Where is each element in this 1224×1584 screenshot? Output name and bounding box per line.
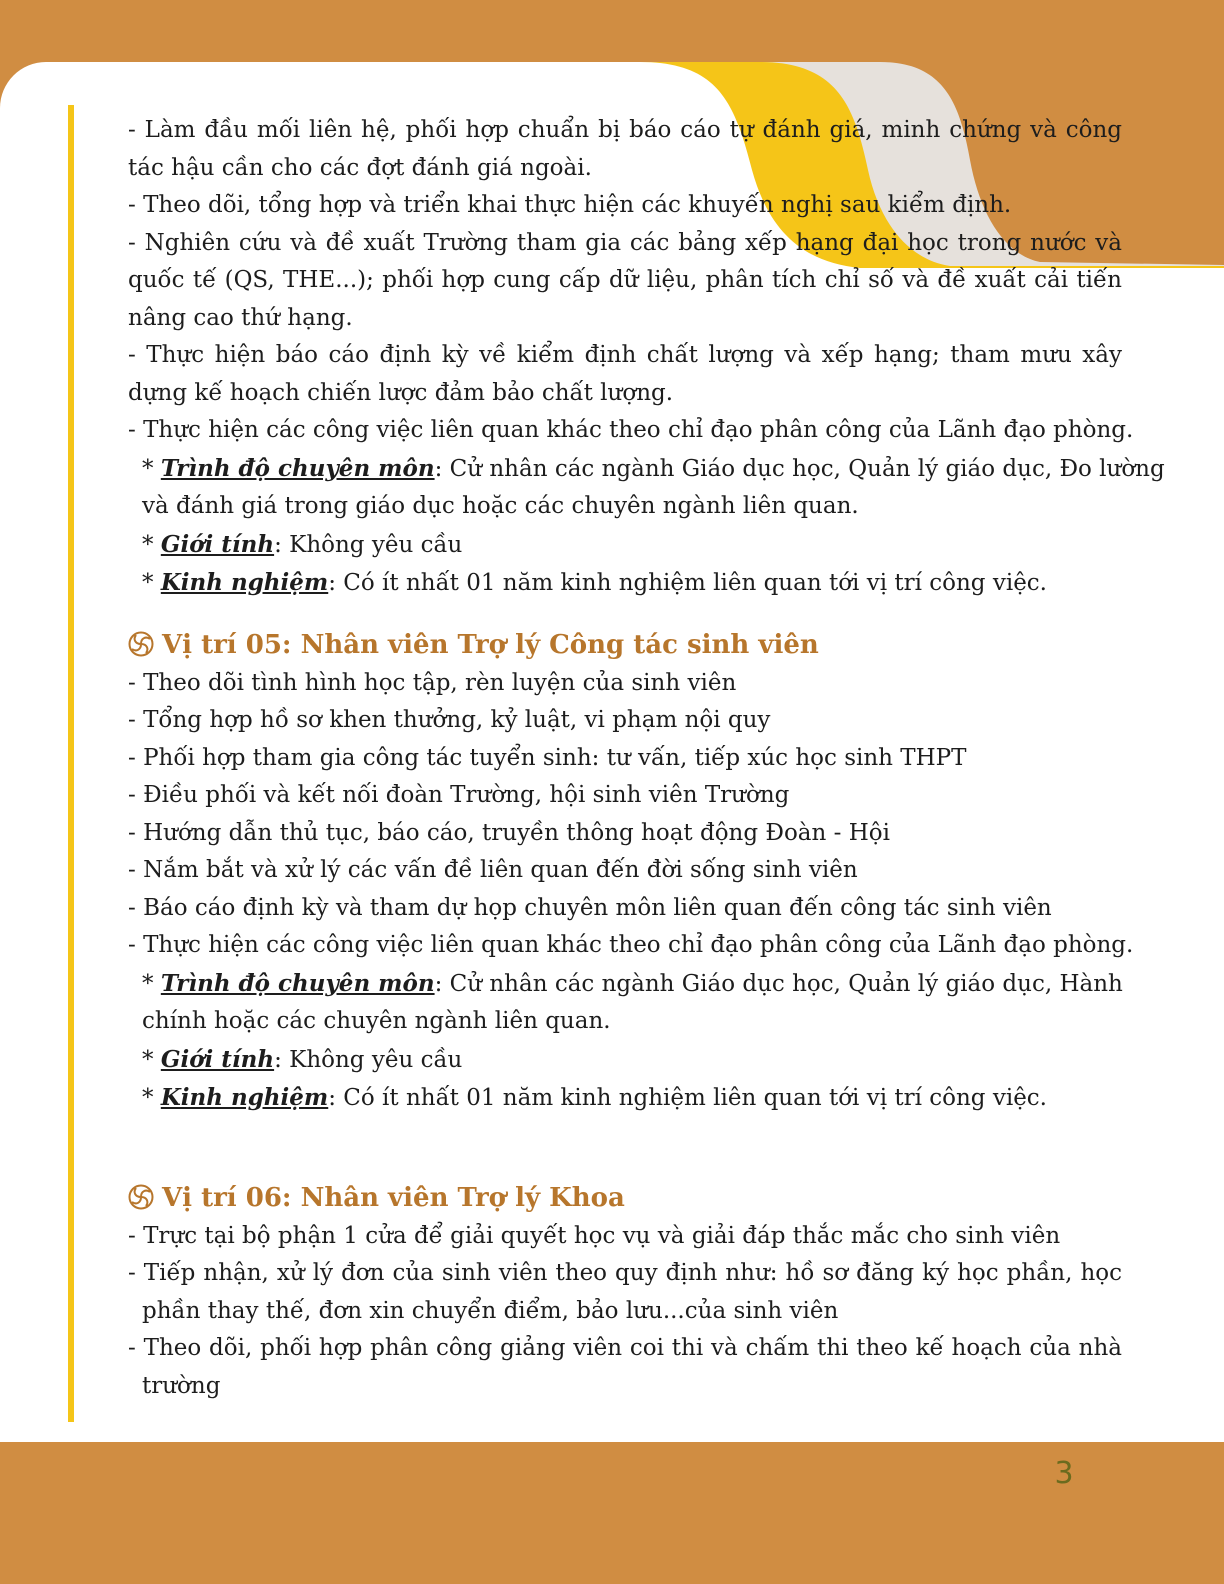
- qualification-continuation: và đánh giá trong giáo dục hoặc các chuyên ngành liên quan.: [142, 493, 859, 519]
- text-line: - Làm đầu mối liên hệ, phối hợp chuẩn bị báo cáo tự đánh giá, minh chứng và công: [128, 117, 1122, 143]
- position-05-title: Vị trí 05: Nhân viên Trợ lý Công tác sinh viên: [162, 629, 819, 660]
- qualification-label: Trình độ chuyên môn: [160, 969, 435, 997]
- swirl-icon: [128, 631, 154, 657]
- document-body: [128, 112, 1165, 1405]
- text-line: - Theo dõi, tổng hợp và triển khai thực hiện các khuyến nghị sau kiểm định.: [128, 192, 1012, 218]
- experience-text: : Có ít nhất 01 năm kinh nghiệm liên quan tới vị trí công việc.: [328, 570, 1047, 596]
- duty-item: - Thực hiện các công việc liên quan khác theo chỉ đạo phân công của Lãnh đạo phòng.: [128, 932, 1134, 958]
- duty-item: - Tổng hợp hồ sơ khen thưởng, kỷ luật, vi phạm nội quy: [128, 707, 771, 733]
- experience-label: Kinh nghiệm: [160, 1084, 329, 1111]
- text-line: nâng cao thứ hạng.: [128, 304, 353, 331]
- qualification-requirement: * Trình độ chuyên môn: Cử nhân các ngành Giáo dục học, Quản lý giáo dục, Đo lường: [142, 454, 1165, 482]
- gender-text: : Không yêu cầu: [274, 531, 463, 558]
- text-line: quốc tế (QS, THE...); phối hợp cung cấp dữ liệu, phân tích chỉ số và đề xuất cải tiến: [128, 267, 1122, 293]
- text-line: - Thực hiện các công việc liên quan khác theo chỉ đạo phân công của Lãnh đạo phòng.: [128, 417, 1134, 443]
- duty-item: - Theo dõi tình hình học tập, rèn luyện của sinh viên: [128, 669, 737, 696]
- experience-requirement: * Kinh nghiệm: Có ít nhất 01 năm kinh nghiệm liên quan tới vị trí công việc.: [142, 569, 1047, 596]
- duty-item: - Theo dõi, phối hợp phân công giảng viên coi thi và chấm thi theo kế hoạch của nhà: [128, 1335, 1122, 1361]
- position-06-section: [128, 1178, 1122, 1406]
- text-line: dựng kế hoạch chiến lược đảm bảo chất lượng.: [128, 379, 674, 406]
- page-number: 3: [1054, 1456, 1074, 1491]
- duty-item: - Nắm bắt và xử lý các vấn đề liên quan đến đời sống sinh viên: [128, 857, 858, 883]
- duty-item: - Trực tại bộ phận 1 cửa để giải quyết học vụ và giải đáp thắc mắc cho sinh viên: [128, 1222, 1061, 1249]
- qualification-text: : Cử nhân các ngành Giáo dục học, Quản lý giáo dục, Hành: [434, 970, 1123, 997]
- position-06-title: Vị trí 06: Nhân viên Trợ lý Khoa: [162, 1182, 625, 1213]
- text-line: - Thực hiện báo cáo định kỳ về kiểm định chất lượng và xếp hạng; tham mưu xây: [128, 342, 1122, 368]
- gender-requirement: * Giới tính: Không yêu cầu: [142, 1045, 463, 1073]
- duty-item: - Tiếp nhận, xử lý đơn của sinh viên theo quy định như: hồ sơ đăng ký học phần, học: [128, 1260, 1122, 1286]
- qualification-requirement: * Trình độ chuyên môn: Cử nhân các ngành Giáo dục học, Quản lý giáo dục, Hành: [142, 969, 1123, 997]
- duty-item-continuation: trường: [142, 1372, 221, 1399]
- accent-rule: [68, 105, 74, 1422]
- duty-item: - Điều phối và kết nối đoàn Trường, hội sinh viên Trường: [128, 782, 790, 808]
- position-06-heading: [128, 1178, 1122, 1218]
- text-line: tác hậu cần cho các đợt đánh giá ngoài.: [128, 154, 592, 181]
- qualification-text: : Cử nhân các ngành Giáo dục học, Quản lý giáo dục, Đo lường: [434, 455, 1165, 482]
- duty-item: - Phối hợp tham gia công tác tuyển sinh: tư vấn, tiếp xúc học sinh THPT: [128, 744, 967, 771]
- swirl-icon: [128, 1184, 154, 1210]
- qualification-continuation: chính hoặc các chuyên ngành liên quan.: [142, 1008, 611, 1034]
- duty-item: - Báo cáo định kỳ và tham dự họp chuyên môn liên quan đến công tác sinh viên: [128, 894, 1052, 921]
- position-05-section: [128, 625, 1134, 1118]
- gender-label: Giới tính: [160, 1045, 275, 1073]
- gender-label: Giới tính: [160, 530, 275, 558]
- duty-item-continuation: phần thay thế, đơn xin chuyển điểm, bảo lưu...của sinh viên: [142, 1297, 839, 1324]
- gender-text: : Không yêu cầu: [274, 1046, 463, 1073]
- duty-item: - Hướng dẫn thủ tục, báo cáo, truyền thông hoạt động Đoàn - Hội: [128, 819, 890, 846]
- experience-text: : Có ít nhất 01 năm kinh nghiệm liên quan tới vị trí công việc.: [328, 1085, 1047, 1111]
- gender-requirement: * Giới tính: Không yêu cầu: [142, 530, 463, 558]
- position-05-heading: [128, 625, 1122, 665]
- text-line: - Nghiên cứu và đề xuất Trường tham gia các bảng xếp hạng đại học trong nước và: [128, 229, 1122, 256]
- qualification-label: Trình độ chuyên môn: [160, 454, 435, 482]
- experience-label: Kinh nghiệm: [160, 569, 329, 596]
- experience-requirement: * Kinh nghiệm: Có ít nhất 01 năm kinh nghiệm liên quan tới vị trí công việc.: [142, 1084, 1047, 1111]
